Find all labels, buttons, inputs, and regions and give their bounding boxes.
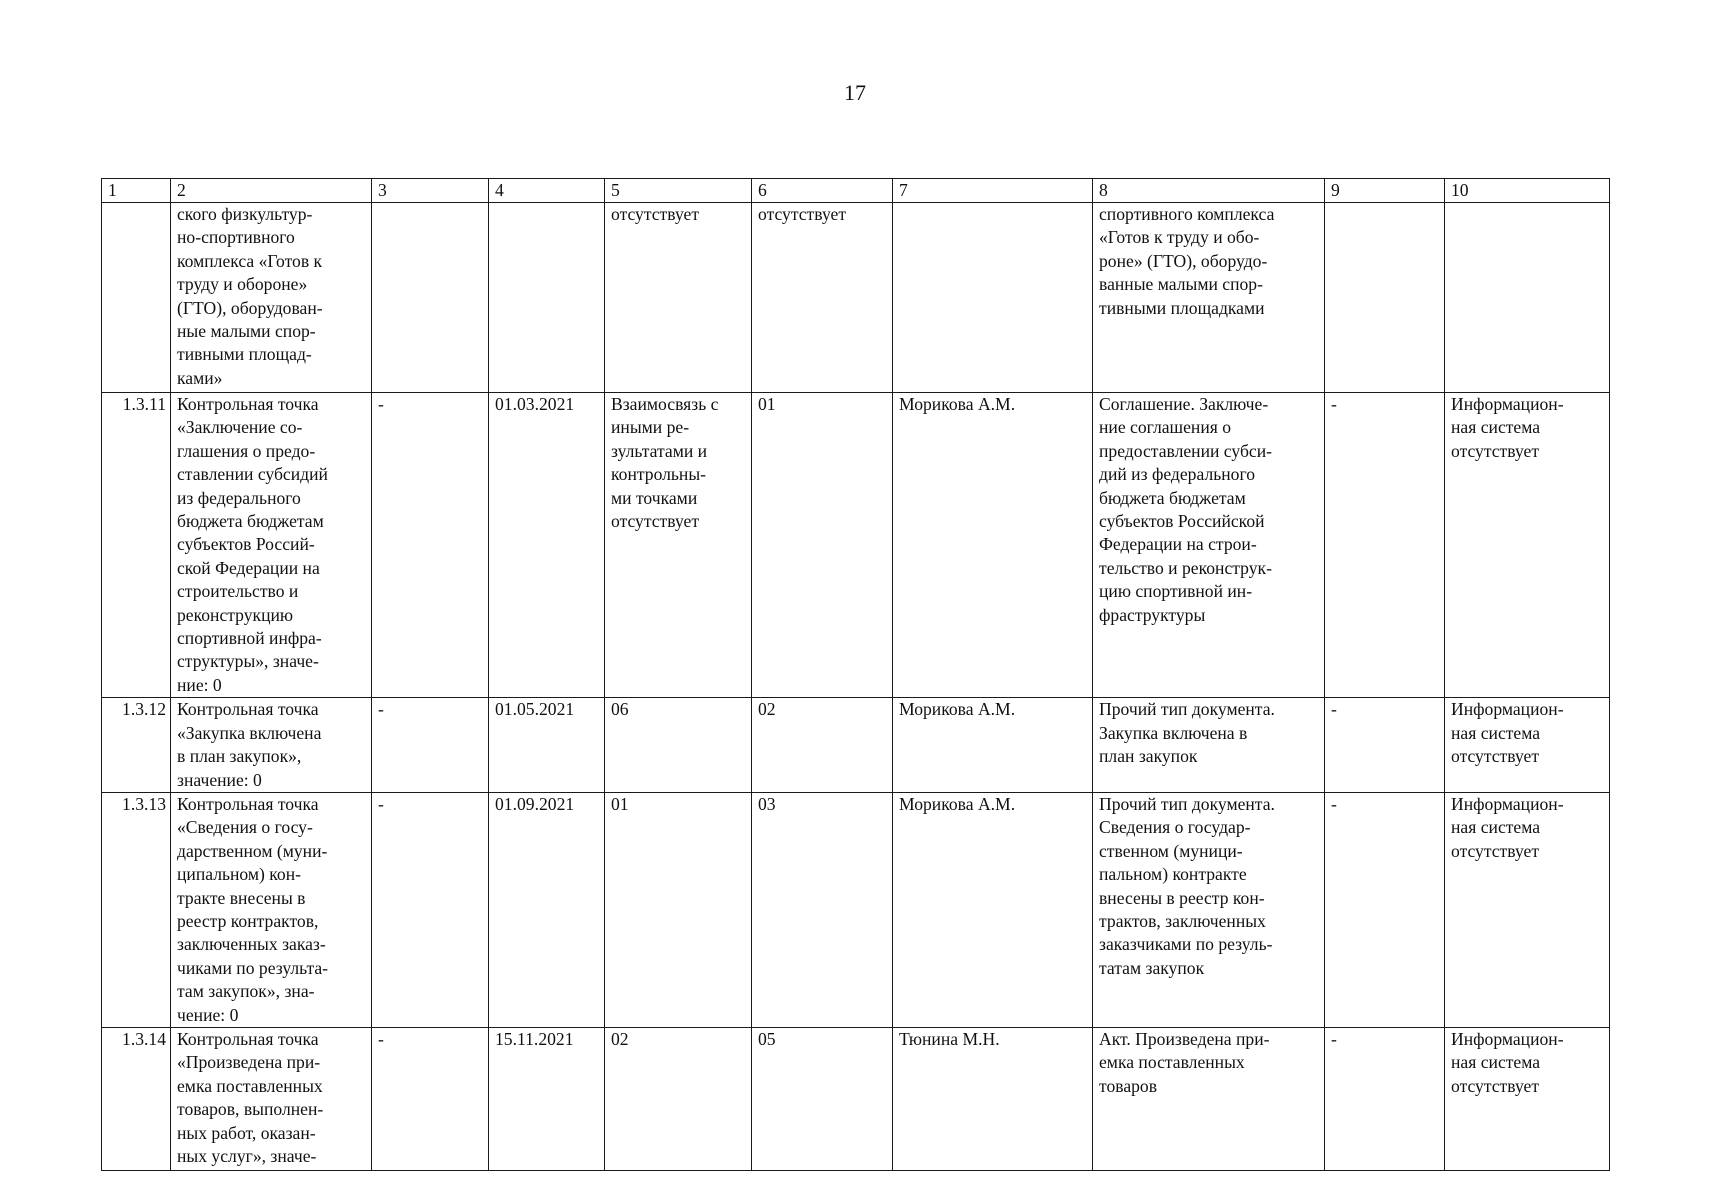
control-point-name: ского физкультур- но-спортивного комплекса «Готов к труду и обороне» (ГТО), оборудован- ные малыми спор- тивными площад- ками» bbox=[177, 204, 323, 388]
cell-info-system: Информацион- ная система отсутствует bbox=[1451, 793, 1564, 861]
cell-date bbox=[489, 203, 605, 393]
cell-responsible bbox=[893, 203, 1093, 393]
column-header: 7 bbox=[893, 179, 1093, 203]
row-number bbox=[102, 203, 171, 393]
cell-col5: 01 bbox=[611, 793, 629, 814]
cell-col3 bbox=[372, 203, 489, 393]
row-number: 1.3.13 bbox=[102, 792, 171, 1027]
column-header: 5 bbox=[605, 179, 752, 203]
row-number: 1.3.14 bbox=[102, 1027, 171, 1170]
cell-col5: отсутствует bbox=[611, 204, 700, 224]
table-row bbox=[102, 698, 1610, 793]
cell-col9: - bbox=[1325, 393, 1445, 698]
cell-document: Прочий тип документа. Закупка включена в план закупок bbox=[1099, 699, 1275, 767]
control-point-name: Контрольная точка «Заключение со- глашения о предо- ставлении субсидий из федерального бюджета бюджетам субъектов Россий- ской Федерации на строительство и реконструкцию спортивной инфра- структуры», значе- ние: 0 bbox=[177, 394, 328, 695]
cell-document: Акт. Произведена при- емка поставленных товаров bbox=[1099, 1028, 1270, 1096]
cell-document: Прочий тип документа. Сведения о государ- ственном (муници- пальном) контракте внесены в реестр кон- трактов, заключенных заказчиками по резуль- татам закупок bbox=[1099, 793, 1275, 978]
cell-col6: отсутствует bbox=[752, 203, 893, 393]
cell-col3: - bbox=[372, 1027, 489, 1170]
cell-col3: - bbox=[372, 698, 489, 793]
column-header: 9 bbox=[1325, 179, 1445, 203]
control-point-name: Контрольная точка «Закупка включена в план закупок», значение: 0 bbox=[177, 699, 322, 790]
column-number-row bbox=[102, 179, 1610, 203]
cell-info-system: Информацион- ная система отсутствует bbox=[1451, 699, 1564, 767]
table-row bbox=[102, 393, 1610, 698]
cell-col6: 03 bbox=[752, 792, 893, 1027]
cell-date: 01.05.2021 bbox=[489, 698, 605, 793]
cell-col6: 01 bbox=[752, 393, 893, 698]
cell-responsible: Морикова А.М. bbox=[893, 698, 1093, 793]
column-header: 1 bbox=[102, 179, 171, 203]
cell-responsible: Тюнина М.Н. bbox=[893, 1027, 1093, 1170]
cell-col3: - bbox=[372, 792, 489, 1027]
column-header: 6 bbox=[752, 179, 893, 203]
cell-col9 bbox=[1325, 203, 1445, 393]
cell-document: Соглашение. Заключе- ние соглашения о предоставлении субси- дий из федерального бюджета бюджетам субъектов Российской Федерации на строи- тельство и реконструк- цию спортивной ин- фраструктуры bbox=[1099, 394, 1272, 625]
cell-info-system: Информацион- ная система отсутствует bbox=[1451, 394, 1564, 461]
column-header: 2 bbox=[171, 179, 372, 203]
table-row bbox=[102, 203, 1610, 393]
page-number: 17 bbox=[844, 80, 866, 105]
cell-col5: 02 bbox=[611, 1028, 629, 1049]
cell-date: 01.03.2021 bbox=[489, 393, 605, 698]
cell-col9: - bbox=[1325, 792, 1445, 1027]
cell-date: 01.09.2021 bbox=[489, 792, 605, 1027]
cell-info-system: Информацион- ная система отсутствует bbox=[1451, 1028, 1564, 1096]
control-point-name: Контрольная точка «Произведена при- емка поставленных товаров, выполнен- ных работ, оказан- ных услуг», значе- bbox=[177, 1028, 324, 1166]
control-points-table bbox=[101, 178, 1610, 1171]
cell-date: 15.11.2021 bbox=[489, 1027, 605, 1170]
cell-col5: Взаимосвязь с иными ре- зультатами и контрольны- ми точками отсутствует bbox=[611, 394, 719, 532]
cell-responsible: Морикова А.М. bbox=[893, 792, 1093, 1027]
cell-document: спортивного комплекса «Готов к труду и обо- роне» (ГТО), оборудо- ванные малыми спор- тивными площадками bbox=[1099, 204, 1275, 318]
cell-col9: - bbox=[1325, 698, 1445, 793]
cell-col5: 06 bbox=[611, 699, 629, 720]
cell-responsible: Морикова А.М. bbox=[893, 393, 1093, 698]
control-point-name: Контрольная точка «Сведения о госу- дарственном (муни- ципальном) кон- тракте внесены в реестр контрактов, заключенных заказ- чиками по результа- там закупок», зна- чение: 0 bbox=[177, 793, 329, 1025]
column-header: 3 bbox=[372, 179, 489, 203]
cell-col6: 05 bbox=[752, 1027, 893, 1170]
cell-col9: - bbox=[1325, 1027, 1445, 1170]
column-header: 4 bbox=[489, 179, 605, 203]
column-header: 10 bbox=[1445, 179, 1610, 203]
table-row bbox=[102, 792, 1610, 1027]
cell-col6: 02 bbox=[752, 698, 893, 793]
row-number: 1.3.12 bbox=[102, 698, 171, 793]
table-row bbox=[102, 1027, 1610, 1170]
column-header: 8 bbox=[1093, 179, 1325, 203]
cell-col3: - bbox=[372, 393, 489, 698]
row-number: 1.3.11 bbox=[102, 393, 171, 698]
